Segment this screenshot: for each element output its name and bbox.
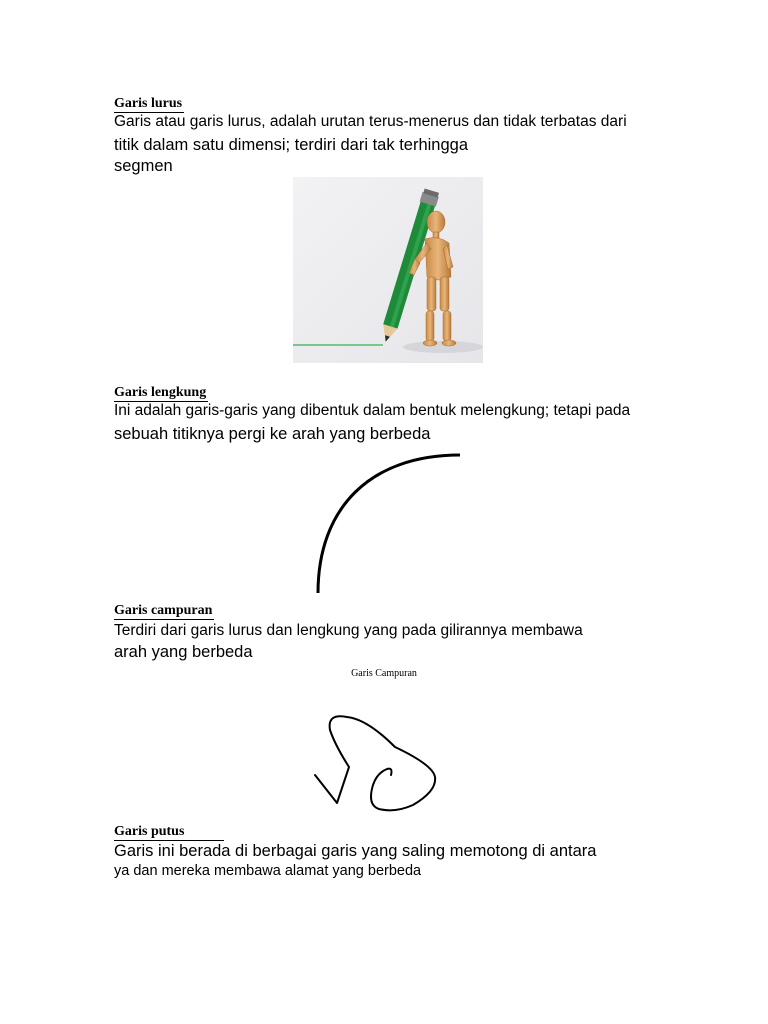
paragraph-line: segmen — [114, 157, 173, 175]
paragraph-line: Garis ini berada di berbagai garis yang saling memotong di antara — [114, 842, 597, 860]
heading-garis-putus: Garis putus — [114, 824, 224, 841]
paragraph-line: Garis atau garis lurus, adalah urutan terus-menerus dan tidak terbatas dari — [114, 113, 627, 130]
paragraph-line: Terdiri dari garis lurus dan lengkung yang pada gilirannya membawa — [114, 622, 583, 639]
paragraph-line: arah yang berbeda — [114, 643, 253, 661]
heading-garis-lurus: Garis lurus — [114, 96, 183, 111]
mixed-line-figure — [305, 705, 445, 820]
pencil-mannequin-illustration — [293, 177, 483, 363]
paragraph-line: titik dalam satu dimensi; terdiri dari tak terhingga — [114, 136, 468, 154]
figure-caption: Garis Campuran — [351, 668, 417, 679]
curved-line-figure — [300, 448, 470, 598]
heading-garis-lengkung: Garis lengkung — [114, 385, 207, 400]
heading-garis-campuran: Garis campuran — [114, 603, 213, 618]
paragraph-line: ya dan mereka membawa alamat yang berbeda — [114, 863, 422, 879]
paragraph-line: Ini adalah garis-garis yang dibentuk dalam bentuk melengkung; tetapi pada — [114, 402, 631, 419]
paragraph-line: sebuah titiknya pergi ke arah yang berbeda — [114, 425, 431, 443]
